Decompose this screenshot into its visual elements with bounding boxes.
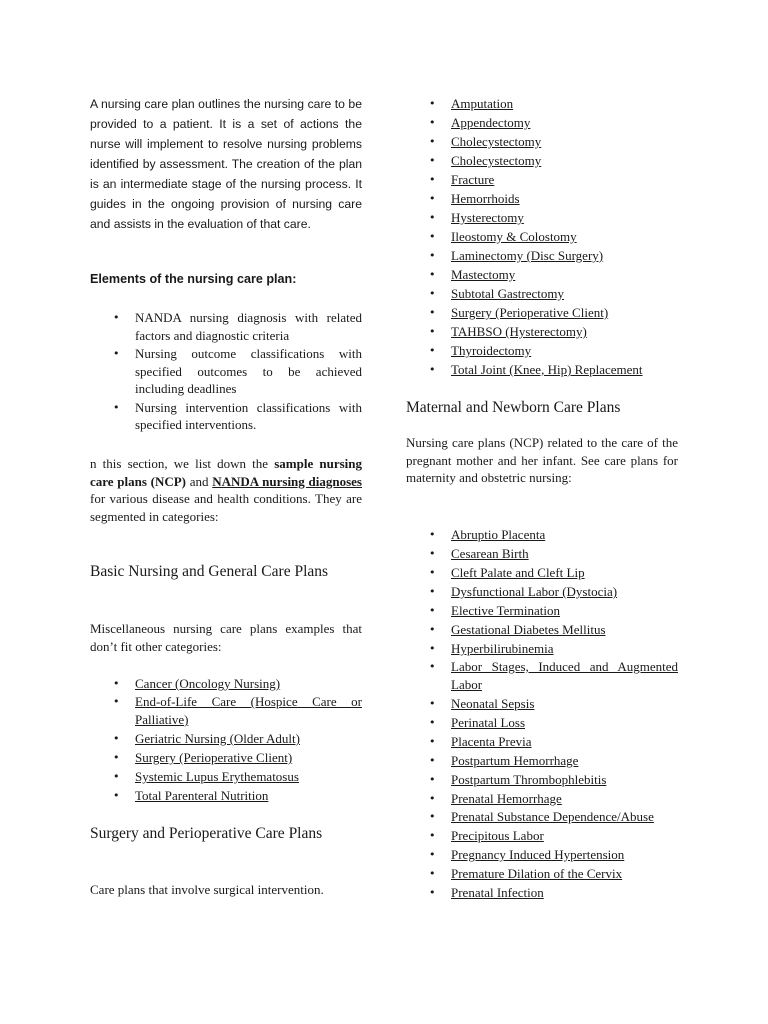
list-item xyxy=(451,341,678,360)
maternal-heading: Maternal and Newborn Care Plans xyxy=(406,399,621,416)
list-item xyxy=(451,770,678,789)
care-plan-link[interactable]: Ileostomy & Colostomy xyxy=(451,229,577,244)
care-plan-link[interactable]: Subtotal Gastrectomy xyxy=(451,286,565,301)
basic-nursing-heading: Basic Nursing and General Care Plans xyxy=(90,563,329,580)
care-plan-link[interactable]: Systemic Lupus Erythematosus xyxy=(135,769,299,784)
surgery-list xyxy=(451,94,678,379)
care-plan-link[interactable]: Surgery (Perioperative Client) xyxy=(451,305,609,320)
maternal-description: Nursing care plans (NCP) related to the care of the pregnant mother and her infant. See care plans for maternity and obstetric nursing: xyxy=(406,435,678,486)
list-item xyxy=(451,639,678,658)
care-plan-link[interactable]: Appendectomy xyxy=(451,115,531,130)
care-plan-link[interactable]: Fracture xyxy=(451,172,495,187)
list-item xyxy=(451,751,678,770)
care-plan-link[interactable]: Thyroidectomy xyxy=(451,343,532,358)
list-item xyxy=(451,582,678,601)
care-plan-link[interactable]: Laminectomy (Disc Surgery) xyxy=(451,248,604,263)
basic-nursing-description: Miscellaneous nursing care plans examples that don’t fit other categories: xyxy=(90,621,362,654)
section-text-part1: n this section, we list down the xyxy=(90,456,275,471)
nanda-diagnoses-link[interactable]: NANDA nursing diagnoses xyxy=(212,473,362,489)
list-item xyxy=(451,883,678,902)
care-plan-link[interactable]: Geriatric Nursing (Older Adult) xyxy=(135,731,300,746)
surgery-heading: Surgery and Perioperative Care Plans xyxy=(90,825,323,842)
list-item xyxy=(135,767,362,786)
list-item xyxy=(451,322,678,341)
list-item xyxy=(451,658,678,694)
list-item xyxy=(451,189,678,208)
care-plan-link[interactable]: Pregnancy Induced Hypertension xyxy=(451,847,625,862)
list-item xyxy=(451,826,678,845)
care-plan-link[interactable]: Postpartum Thrombophlebitis xyxy=(451,772,607,787)
list-item xyxy=(451,544,678,563)
list-item xyxy=(451,620,678,639)
right-column xyxy=(406,0,678,1024)
list-item: • Nursing intervention classifications with specified interventions. xyxy=(135,399,362,434)
list-item xyxy=(451,732,678,751)
care-plan-link[interactable]: Postpartum Hemorrhage xyxy=(451,753,579,768)
list-item xyxy=(135,729,362,748)
care-plan-link[interactable]: Labor Stages, Induced and Augmented Labor xyxy=(451,659,678,692)
list-item xyxy=(451,360,678,379)
care-plan-link[interactable]: Neonatal Sepsis xyxy=(451,696,535,711)
section-text-part3: for various disease and health conditions. They are segmented in categories: xyxy=(90,491,362,524)
list-item xyxy=(451,789,678,808)
list-item xyxy=(451,694,678,713)
basic-nursing-list xyxy=(135,674,362,805)
list-item xyxy=(451,208,678,227)
list-item: • Nursing outcome classifications with specified outcomes to be achieved including deadlines xyxy=(135,345,362,398)
list-item xyxy=(451,601,678,620)
list-item xyxy=(451,284,678,303)
care-plan-link[interactable]: Abruptio Placenta xyxy=(451,527,546,542)
care-plan-link[interactable]: Perinatal Loss xyxy=(451,715,526,730)
care-plan-link[interactable]: Hyperbilirubinemia xyxy=(451,641,554,656)
care-plan-link[interactable]: Total Joint (Knee, Hip) Replacement xyxy=(451,362,643,377)
list-item xyxy=(451,170,678,189)
list-item: • NANDA nursing diagnosis with related factors and diagnostic criteria xyxy=(135,309,362,344)
left-column xyxy=(90,0,362,1024)
care-plan-link[interactable]: Cleft Palate and Cleft Lip xyxy=(451,565,585,580)
care-plan-link[interactable]: Cesarean Birth xyxy=(451,546,529,561)
elements-heading: Elements of the nursing care plan: xyxy=(90,272,297,286)
care-plan-link[interactable]: Cholecystectomy xyxy=(451,153,542,168)
list-item xyxy=(451,113,678,132)
list-item xyxy=(451,94,678,113)
care-plan-link[interactable]: Precipitous Labor xyxy=(451,828,544,843)
list-item xyxy=(451,151,678,170)
care-plan-link[interactable]: Cholecystectomy xyxy=(451,134,542,149)
list-item xyxy=(135,674,362,693)
list-item xyxy=(451,265,678,284)
list-item xyxy=(451,132,678,151)
list-item xyxy=(451,563,678,582)
list-item xyxy=(451,845,678,864)
care-plan-link[interactable]: Prenatal Hemorrhage xyxy=(451,791,562,806)
care-plan-link[interactable]: Dysfunctional Labor (Dystocia) xyxy=(451,584,618,599)
care-plan-link[interactable]: Surgery (Perioperative Client) xyxy=(135,750,293,765)
list-item xyxy=(135,786,362,805)
intro-paragraph: A nursing care plan outlines the nursing care to be provided to a patient. It is a set of actions the nurse will implement to resolve nursing problems identified by assessment. The creation of the plan is an intermediate stage of the nursing process. It guides in the ongoing provision of nursing care and assists in the evaluation of that care. xyxy=(90,97,362,231)
list-item xyxy=(451,864,678,883)
list-item xyxy=(135,693,362,729)
care-plan-link[interactable]: Prenatal Substance Dependence/Abuse xyxy=(451,809,654,824)
care-plan-link[interactable]: Gestational Diabetes Mellitus xyxy=(451,622,606,637)
list-item xyxy=(451,525,678,544)
list-item xyxy=(135,748,362,767)
care-plan-link[interactable]: Hemorrhoids xyxy=(451,191,520,206)
care-plan-link[interactable]: Placenta Previa xyxy=(451,734,532,749)
care-plan-link[interactable]: Amputation xyxy=(451,96,514,111)
surgery-description: Care plans that involve surgical intervention. xyxy=(90,882,324,897)
elements-list xyxy=(135,309,362,435)
sample-ncp-bold: sample nursing care plans (NCP) xyxy=(90,456,362,489)
list-item xyxy=(451,303,678,322)
care-plan-link[interactable]: Premature Dilation of the Cervix xyxy=(451,866,623,881)
care-plan-link[interactable]: Cancer (Oncology Nursing) xyxy=(135,676,281,691)
care-plan-link[interactable]: Hysterectomy xyxy=(451,210,524,225)
care-plan-link[interactable]: Prenatal Infection xyxy=(451,885,544,900)
list-item xyxy=(451,246,678,265)
list-item xyxy=(451,227,678,246)
section-text-part2: and xyxy=(186,473,213,489)
maternal-list xyxy=(451,525,678,902)
list-item xyxy=(451,713,678,732)
section-intro-paragraph xyxy=(90,455,362,525)
care-plan-link[interactable]: Mastectomy xyxy=(451,267,516,282)
care-plan-link[interactable]: Elective Termination xyxy=(451,603,560,618)
list-item xyxy=(451,808,678,826)
care-plan-link[interactable]: Total Parenteral Nutrition xyxy=(135,788,269,803)
care-plan-link[interactable]: End-of-Life Care (Hospice Care or Palliative) xyxy=(135,694,362,727)
care-plan-link[interactable]: TAHBSO (Hysterectomy) xyxy=(451,324,587,339)
